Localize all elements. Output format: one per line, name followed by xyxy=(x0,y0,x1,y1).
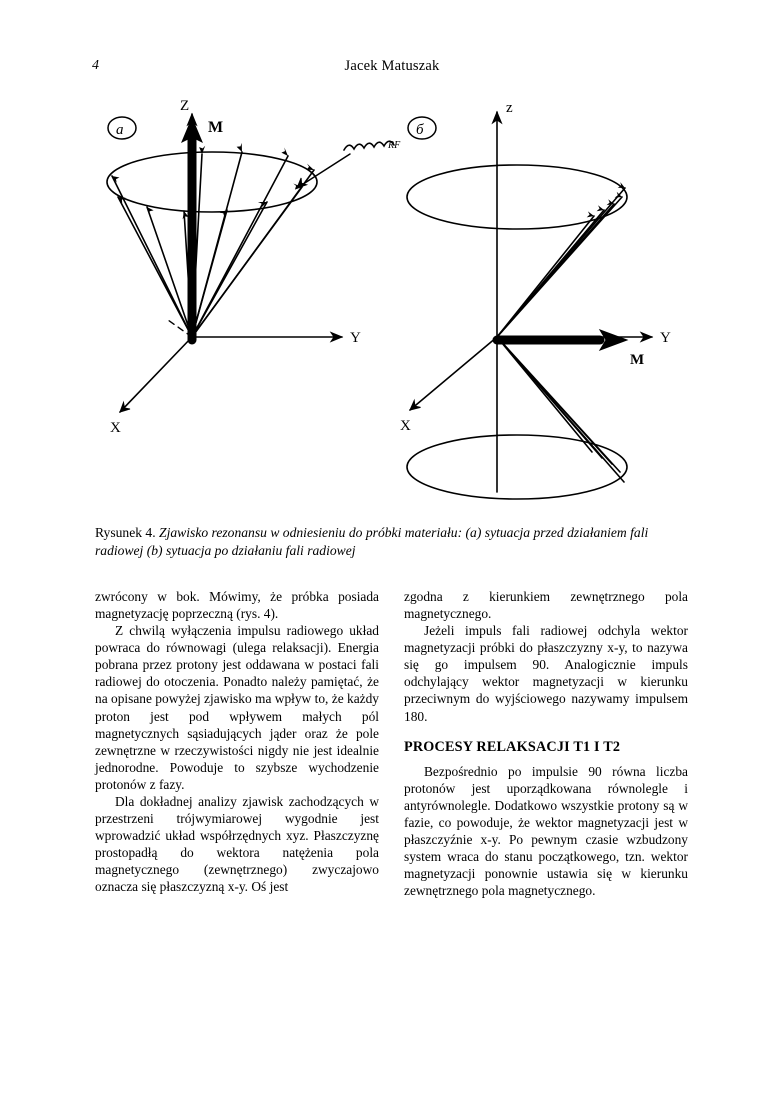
axis-label-x-a: X xyxy=(110,420,121,436)
paragraph: zwrócony w bok. Mówimy, że próbka posiada magnetyzację poprzeczną (rys. 4). xyxy=(95,589,379,622)
paragraph: Jeżeli impuls fali radiowej odchyla wektor magnetyzacji próbki do płaszczyzny x-y, to nazywa się go impulsem 90. Analogicznie impuls odchylający wektor magnetyzacji w kierunku przeciwnym do wyjściowego nazywamy impulsem 180. xyxy=(404,623,688,724)
panel-b-label: б xyxy=(416,122,424,138)
panel-a-label: a xyxy=(116,122,124,138)
paragraph: Dla dokładnej analizy zjawisk zachodzących w przestrzeni trójwymiarowej wygodnie jest wprowadzić układ współrzędnych xyz. Płaszczyznę prostopadłą do wektora natężenia pola magnetycznego (zewnętrznego) zwyczajowo oznacza się płaszczyzną x-y. Oś jest xyxy=(95,793,379,895)
body-column-left xyxy=(95,588,379,895)
page-number: 4 xyxy=(92,58,99,73)
figure-4-drawing xyxy=(92,92,692,512)
axis-label-y-a: Y xyxy=(350,330,361,346)
figure-caption-label: Rysunek 4. xyxy=(95,525,156,540)
axis-label-y-b: Y xyxy=(660,330,671,346)
axis-label-z-b: z xyxy=(506,100,513,116)
rf-label: RF xyxy=(388,140,401,151)
figure-4 xyxy=(92,92,692,512)
running-author: Jacek Matuszak xyxy=(344,58,440,74)
vector-label-m-b: M xyxy=(630,352,645,368)
section-heading: PROCESY RELAKSACJI T1 I T2 xyxy=(404,738,621,755)
axis-label-x-b: X xyxy=(400,418,411,434)
paragraph: Z chwilą wyłączenia impulsu radiowego układ powraca do równowagi (ulega relaksacji). Energia pobrana przez protony jest oddawana w postaci fali radiowej do otoczenia. Ponadto należy pamiętać, że na opisane powyżej zjawisko ma wpływ to, że każdy proton jest pod wpływem małych pól magnetycznych sąsiadujących jąder oraz że pole zewnętrzne w rzeczywistości nigdy nie jest idealnie jednorodne. Powoduje to szybsze wychodzenie protonów z fazy. xyxy=(95,623,379,792)
figure-caption xyxy=(95,524,687,560)
paragraph: Bezpośrednio po impulsie 90 równa liczba protonów jest uporządkowana równolegle i antyrównolegle. Dodatkowo wszystkie protony są w fazie, co powoduje, że wektor magnetyzacji jest w płaszczyźnie x-y. Po pewnym czasie wzbudzony system wraca do stanu początkowego, tzn. wektor magnetyzacji ponownie ustawia się w kierunku zewnętrznego pola magnetycznego. xyxy=(404,763,688,899)
paragraph: zgodna z kierunkiem zewnętrznego pola magnetycznego. xyxy=(404,589,688,622)
axis-label-z-a: Z xyxy=(180,98,190,114)
body-column-right xyxy=(404,588,688,899)
vector-label-m-a: M xyxy=(208,119,224,136)
running-head xyxy=(92,58,692,78)
figure-caption-text: Zjawisko rezonansu w odniesieniu do próbki materiału: (a) sytuacja przed działaniem fali radiowej (b) sytuacja po działaniu fali radiowej xyxy=(95,525,649,559)
